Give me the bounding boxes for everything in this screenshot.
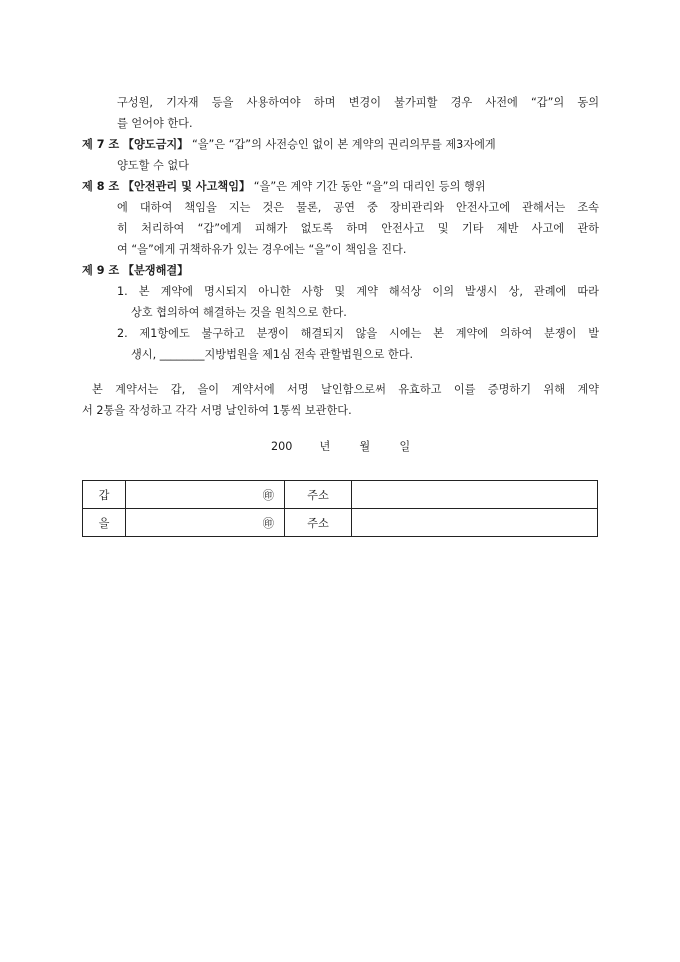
date-month-unit: 월 (359, 440, 371, 453)
address-label: 주소 (285, 481, 352, 509)
article8-line3: 히 처리하여 “갑”에게 피해가 없도록 하며 안전사고 및 기타 제반 사고에 관하 (117, 222, 599, 235)
article8-prefix: 제 8 조 (82, 180, 120, 193)
article8-line1 (82, 176, 599, 197)
address-label: 주소 (285, 509, 352, 537)
article6-line2: 를 얻어야 한다. (117, 117, 193, 130)
article8-title: 【안전관리 및 사고책임】 (122, 180, 251, 193)
name-seal-field[interactable] (126, 509, 285, 537)
article9-heading (82, 260, 188, 281)
seal-mark: ㊞ (262, 488, 274, 502)
address-field[interactable] (352, 481, 598, 509)
article9-item2-line2: 생시, ________지방법원을 제1심 전속 관할법원으로 한다. (131, 348, 414, 361)
article8-line4: 여 “을”에게 귀책하유가 있는 경우에는 “을”이 책임을 진다. (117, 243, 407, 256)
article9-prefix: 제 9 조 (82, 264, 120, 277)
address-field[interactable] (352, 509, 598, 537)
article7-title: 【양도금지】 (122, 138, 189, 151)
closing-line1: 본 계약서는 갑, 을이 계약서에 서명 날인함으로써 유효하고 이를 증명하기 위해 계약 (92, 383, 599, 396)
signature-row-eul (83, 509, 598, 537)
article9-title: 【분쟁해결】 (122, 264, 189, 277)
article8-line2: 에 대하여 책임을 지는 것은 물론, 공연 중 장비관리와 안전사고에 관해서는 조속 (117, 201, 599, 214)
date-day-unit: 일 (399, 440, 411, 453)
party-label: 갑 (83, 481, 126, 509)
signature-table (82, 480, 598, 537)
article8-text: “을”은 계약 기간 동안 “을”의 대리인 등의 행위 (253, 180, 486, 193)
closing-line2: 서 2통을 작성하고 각각 서명 날인하여 1통씩 보관한다. (82, 404, 352, 417)
article7-line1 (82, 134, 599, 155)
article9-item2-line1: 2. 제1항에도 불구하고 분쟁이 해결되지 않을 시에는 본 계약에 의하여 분쟁이 발 (117, 327, 599, 340)
date-year-unit: 년 (319, 440, 331, 453)
article7-line2: 양도할 수 없다 (117, 159, 189, 172)
party-label: 을 (83, 509, 126, 537)
name-seal-field[interactable] (126, 481, 285, 509)
date-line (271, 436, 410, 457)
article7-prefix: 제 7 조 (82, 138, 120, 151)
article7-text: “을”은 “갑”의 사전승인 없이 본 계약의 권리의무를 제3자에게 (191, 138, 496, 151)
signature-row-gap (83, 481, 598, 509)
seal-mark: ㊞ (262, 516, 274, 530)
article9-item1-line1: 1. 본 계약에 명시되지 아니한 사항 및 계약 해석상 이의 발생시 상, 관례에 따라 (117, 285, 599, 298)
date-year: 200 (271, 440, 293, 453)
article6-line1: 구성원, 기자재 등을 사용하여야 하며 변경이 불가피할 경우 사전에 “갑”의 동의 (117, 96, 599, 109)
article9-item1-line2: 상호 협의하여 해결하는 것을 원칙으로 한다. (131, 306, 347, 319)
